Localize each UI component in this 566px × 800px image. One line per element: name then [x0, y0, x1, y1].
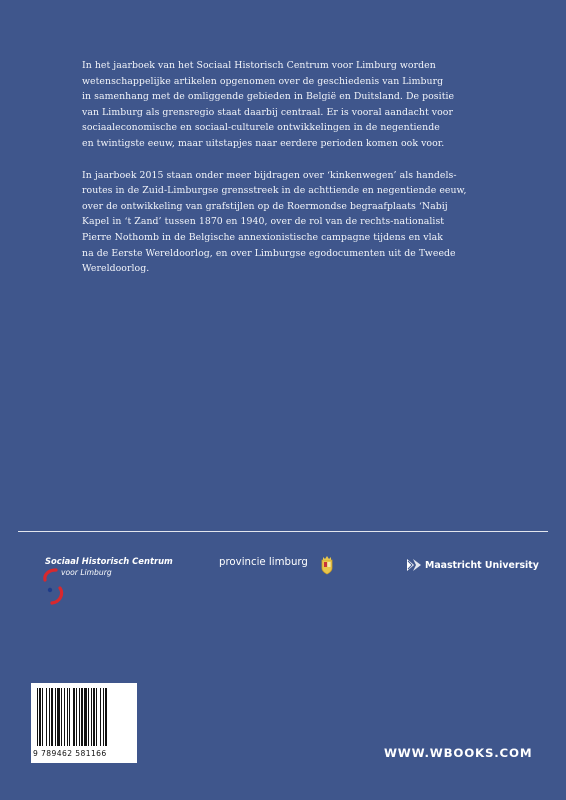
barcode-bar — [88, 688, 89, 746]
barcode-bar — [81, 688, 83, 746]
blurb-line: In het jaarboek van het Sociaal Historisch Centrum voor Limburg worden — [82, 60, 436, 71]
website-url[interactable]: WWW.WBOOKS.COM — [384, 746, 533, 760]
blurb-line: Pierre Nothomb in de Belgische annexionistische campagne tijdens en vlak — [82, 231, 443, 243]
blurb-line: In jaarboek 2015 staan onder meer bijdragen over ‘kinkenwegen’ als handels- — [82, 169, 457, 181]
barcode-bar — [84, 688, 87, 746]
barcode-bar — [96, 688, 97, 746]
barcode-bar — [61, 688, 62, 746]
shc-subtitle: voor Limburg — [61, 568, 112, 577]
shc-name: Sociaal Historisch Centrum — [45, 556, 173, 566]
blurb-line: en twintigste eeuw, maar uitstapjes naar eerdere perioden komen ook voor. — [82, 137, 445, 149]
barcode-bar — [42, 688, 43, 746]
shc-logo — [40, 556, 180, 612]
barcode-bar — [64, 688, 65, 746]
blurb-paragraph-2 — [82, 168, 492, 277]
blurb-line: sociaaleconomische en sociaal-culturele ontwikkelingen in de negentiende — [82, 122, 440, 134]
barcode-bar — [69, 688, 70, 746]
barcode — [31, 683, 137, 763]
blurb-line: na de Eerste Wereldoorlog, en over Limburgse egodocumenten uit de Tweede — [82, 247, 456, 259]
maastricht-university-icon — [405, 556, 423, 574]
barcode-bar — [46, 688, 47, 746]
blurb — [82, 58, 492, 293]
barcode-bar — [57, 688, 60, 746]
blurb-line: Kapel in ‘t Zand’ tussen 1870 en 1940, over de rol van de rechts-nationalist — [82, 216, 445, 228]
barcode-bar — [51, 688, 53, 746]
province-coat-of-arms-icon — [319, 554, 335, 576]
blurb-line: Wereldoorlog. — [82, 263, 150, 275]
barcode-digits: 9 789462 581166 — [33, 749, 107, 758]
blurb-paragraph-1 — [82, 58, 492, 152]
divider-line — [18, 531, 548, 532]
barcode-bar — [73, 688, 75, 746]
barcode-bar — [49, 688, 50, 746]
blurb-line: wetenschappelijke artikelen opgenomen over de geschiedenis van Limburg — [82, 75, 444, 87]
barcode-bar — [55, 688, 56, 746]
blurb-line: over de ontwikkeling van grafstijlen op de Roermondse begraafplaats ‘Nabij — [82, 200, 448, 212]
barcode-bar — [91, 688, 92, 746]
university-name: Maastricht University — [425, 560, 539, 571]
barcode-bar — [76, 688, 77, 746]
blurb-line: in samenhang met de omliggende gebieden in België en Duitsland. De positie — [82, 91, 455, 103]
barcode-bar — [105, 688, 107, 746]
barcode-bars — [36, 688, 132, 748]
barcode-bar — [67, 688, 68, 746]
barcode-bar — [79, 688, 80, 746]
blurb-line: van Limburg als grensregio staat daarbij centraal. Er is vooral aandacht voor — [82, 106, 453, 118]
province-name: provincie limburg — [219, 557, 308, 568]
barcode-bar — [37, 688, 38, 746]
barcode-bar — [100, 688, 101, 746]
blurb-line: routes in de Zuid-Limburgse grensstreek in de achttiende en negentiende eeuw, — [82, 185, 467, 197]
barcode-bar — [39, 688, 41, 746]
barcode-bar — [103, 688, 104, 746]
barcode-bar — [93, 688, 95, 746]
